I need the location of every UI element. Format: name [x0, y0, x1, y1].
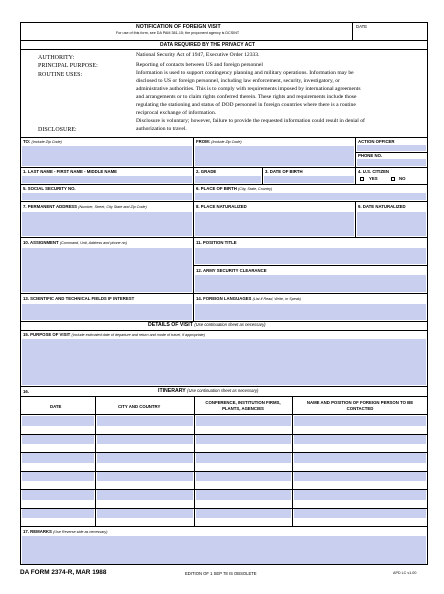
scientific-fields-label: 13. SCIENTIFIC AND TECHNICAL FIELDS IF INTEREST	[23, 296, 135, 301]
to-field[interactable]	[22, 146, 192, 166]
row-divider	[20, 201, 428, 202]
purpose-label: PRINCIPAL PURPOSE:	[38, 63, 98, 69]
row-divider	[20, 237, 428, 238]
col-separator	[193, 167, 194, 184]
itinerary-row-divider	[20, 434, 428, 435]
itinerary-cell[interactable]	[22, 490, 94, 500]
itinerary-cell[interactable]	[294, 509, 426, 519]
grade-field[interactable]	[195, 176, 261, 183]
permanent-address-field[interactable]	[22, 212, 192, 236]
routine-uses-line: reciprocal exchange of information.	[136, 110, 217, 116]
authority-label: AUTHORITY:	[38, 55, 75, 61]
itinerary-cell[interactable]	[196, 416, 291, 426]
ssn-field[interactable]	[22, 193, 192, 200]
security-clearance-field[interactable]	[195, 275, 426, 292]
ssn-label: 5. SOCIAL SECURITY NO.	[23, 186, 76, 191]
col-separator	[193, 184, 194, 201]
itinerary-cell[interactable]	[97, 416, 193, 426]
citizen-label: 4. U.S. CITIZEN	[358, 169, 390, 174]
itinerary-cell[interactable]	[97, 490, 193, 500]
details-heading: DETAILS OF VISIT (Use continuation sheet as necessary)	[148, 322, 266, 328]
itinerary-col-separator	[292, 396, 293, 526]
routine-uses-line: administrative authorities. This is to comply with requirements imposed by international agreements	[136, 86, 361, 92]
action-officer-field[interactable]	[357, 145, 426, 151]
privacy-heading-divider	[20, 49, 428, 50]
itinerary-col-contact: NAME AND POSITION OF FOREIGN PERSON TO BE CONTACTED	[306, 400, 414, 411]
itinerary-row-divider	[20, 471, 428, 472]
action-officer-label: ACTION OFFICER	[358, 139, 395, 144]
itinerary-cell[interactable]	[196, 472, 291, 482]
citizen-no-label: NO	[399, 176, 406, 181]
dob-label: 3. DATE OF BIRTH	[265, 169, 303, 174]
purpose-of-visit-field[interactable]	[22, 339, 426, 385]
purpose-of-visit-label: 15. PURPOSE OF VISIT (Include estimated date of departure and return and mode of travel, if appropriate)	[23, 332, 205, 337]
routine-uses-line: Information is used to support contingency planning and military operations. Information may be	[136, 70, 354, 76]
scientific-fields-field[interactable]	[22, 304, 192, 320]
routine-uses-line: and arrangements or to claim rights conferred therein. These rights and requirements include those	[136, 94, 357, 100]
disclosure-label: DISCLOSURE:	[38, 127, 77, 133]
itinerary-cell[interactable]	[97, 509, 193, 519]
phone-no-field[interactable]	[357, 159, 426, 166]
itinerary-row-divider	[20, 489, 428, 490]
disclosure-line: Disclosure is voluntary; however, failure to provide the requested information could result in denial of	[136, 118, 365, 124]
header-date-separator	[352, 22, 353, 40]
col-separator	[262, 167, 263, 184]
authority-text: National Security Act of 1947, Executive Order 12333.	[136, 52, 260, 58]
col-separator	[193, 293, 194, 321]
citizen-yes-checkbox[interactable]	[360, 177, 364, 181]
security-clearance-label: 12. ARMY SECURITY CLEARANCE	[196, 268, 267, 273]
itinerary-cell[interactable]	[196, 490, 291, 500]
date-naturalized-field[interactable]	[357, 212, 426, 236]
itinerary-cell[interactable]	[196, 435, 291, 445]
to-from-separator	[193, 137, 194, 167]
itinerary-col-city: CITY AND COUNTRY	[118, 404, 161, 409]
itinerary-cell[interactable]	[22, 472, 94, 482]
date-label: DATE	[356, 24, 368, 29]
privacy-bottom-divider	[20, 137, 428, 138]
sub-row-divider	[193, 265, 428, 266]
date-naturalized-label: 9. DATE NATURALIZED	[358, 204, 406, 209]
grade-label: 2. GRADE	[196, 169, 217, 174]
itinerary-cell[interactable]	[196, 509, 291, 519]
row-divider	[20, 167, 428, 168]
row-divider	[20, 293, 428, 294]
assignment-field[interactable]	[22, 248, 192, 292]
remarks-field[interactable]	[22, 536, 426, 564]
itinerary-cell[interactable]	[294, 435, 426, 445]
itinerary-cell[interactable]	[294, 453, 426, 463]
itinerary-cell[interactable]	[294, 490, 426, 500]
place-naturalized-label: 8. PLACE NATURALIZED	[196, 204, 247, 209]
itinerary-cell[interactable]	[97, 453, 193, 463]
col-separator	[355, 201, 356, 237]
itinerary-header-divider	[20, 414, 428, 415]
itinerary-cell[interactable]	[294, 472, 426, 482]
assignment-label: 10. ASSIGNMENT (Command, Unit, Address and phone no)	[23, 240, 127, 245]
itinerary-number: 16.	[23, 389, 29, 394]
itinerary-cell[interactable]	[22, 509, 94, 519]
place-naturalized-field[interactable]	[195, 212, 354, 236]
itinerary-heading: ITINERARY (Use continuation sheet as necessary)	[158, 388, 259, 394]
form-title: NOTIFICATION OF FOREIGN VISIT	[136, 24, 221, 30]
itinerary-cell[interactable]	[22, 453, 94, 463]
header-divider	[20, 40, 428, 41]
date-field[interactable]	[356, 31, 426, 39]
place-of-birth-label: 6. PLACE OF BIRTH (City, State, Country)	[196, 186, 273, 191]
remarks-label: 17. REMARKS (Use Reverse side as necessary)	[23, 529, 108, 534]
itinerary-cell[interactable]	[22, 435, 94, 445]
row-divider	[20, 386, 428, 387]
routine-uses-line: disclosed to US or foreign personnel, including law enforcement, security, investigatory, or	[136, 78, 340, 84]
form-subtitle: For use of this form, see DA PAM 381-15; the proponent agency is DCSINT	[116, 31, 240, 35]
citizen-yes-label: YES	[369, 176, 378, 181]
disclosure-line: authorization to travel.	[136, 126, 187, 132]
citizen-no-checkbox[interactable]	[391, 177, 395, 181]
col-separator	[193, 201, 194, 237]
form-number: DA FORM 2374-R, MAR 1988	[20, 569, 107, 576]
to-label: TO: (Include Zip Code)	[23, 139, 62, 144]
row-divider	[20, 184, 428, 185]
itinerary-cell[interactable]	[22, 416, 94, 426]
itinerary-row-divider	[20, 508, 428, 509]
apd-version: APD LC v1.00	[393, 571, 417, 575]
col-separator	[355, 167, 356, 184]
from-field[interactable]	[195, 146, 354, 166]
position-title-label: 11. POSITION TITLE	[196, 240, 237, 245]
routine-uses-line: regulating the stationing and status of DOD personnel in foreign countries where there is a routine	[136, 102, 356, 108]
row-divider	[20, 526, 428, 527]
itinerary-heading-divider	[20, 396, 428, 397]
itinerary-cell[interactable]	[196, 453, 291, 463]
itinerary-cell[interactable]	[97, 435, 193, 445]
foreign-languages-label: 14. FOREIGN LANGUAGES (List if Read, Write, or Speak)	[196, 296, 301, 301]
from-label: FROM: (Include Zip Code)	[196, 139, 242, 144]
edition-note: EDITION OF 1 SEP 78 IS OBSOLETE	[185, 571, 257, 576]
routine-uses-label: ROUTINE USES:	[38, 72, 83, 78]
purpose-text: Reporting of contacts between US and foreign personnel	[136, 62, 263, 68]
itinerary-col-date: DATE	[50, 404, 62, 409]
itinerary-row-divider	[20, 452, 428, 453]
details-heading-divider	[20, 330, 428, 331]
itinerary-col-separator	[95, 396, 96, 526]
itinerary-col-conference: CONFERENCE, INSTITUTION FIRMS, PLANTS, AGENCIES	[205, 400, 281, 411]
itinerary-cell[interactable]	[97, 472, 193, 482]
permanent-address-label: 7. PERMANENT ADDRESS (Number, Street, City State and Zip Code)	[23, 204, 147, 209]
privacy-heading: DATA REQUIRED BY THE PRIVACY ACT	[160, 42, 256, 48]
foreign-languages-field[interactable]	[195, 304, 426, 320]
dob-field[interactable]	[264, 176, 354, 183]
name-label: 1. LAST NAME - FIRST NAME - MIDDLE NAME	[23, 169, 118, 174]
place-of-birth-field[interactable]	[195, 193, 426, 200]
itinerary-cell[interactable]	[294, 416, 426, 426]
itinerary-col-separator	[194, 396, 195, 526]
position-title-field[interactable]	[195, 248, 426, 264]
name-field[interactable]	[22, 176, 192, 183]
phone-no-label: PHONE NO.	[358, 153, 383, 158]
